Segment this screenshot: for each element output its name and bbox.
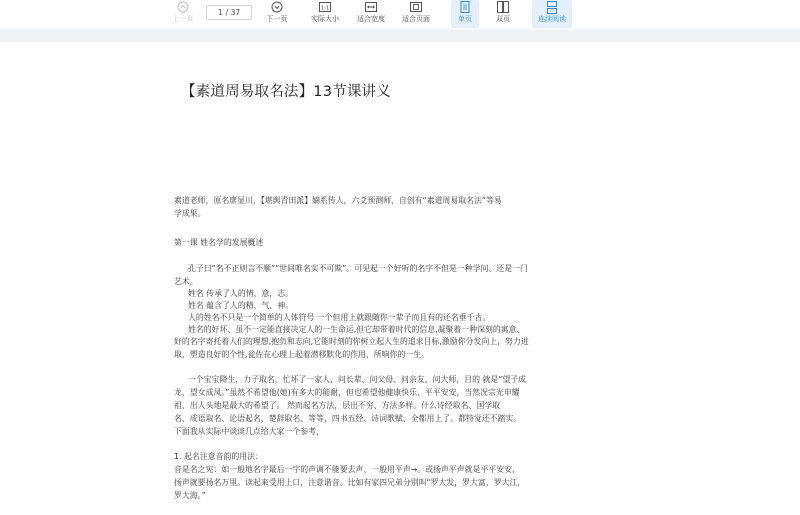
svg-text:1:1: 1:1: [320, 5, 330, 12]
body-line: 名、成语取名、论语起名，楚辞取名、等等，四书五经、诗词歌赋、全都用上了。都特觉还不踏实。: [174, 414, 522, 423]
fit-page-label: 适合页面: [402, 15, 430, 23]
fit-page-icon: [410, 0, 422, 14]
prev-page-label: 上一页: [172, 15, 194, 23]
page-current[interactable]: 1: [217, 8, 223, 17]
arrow-up-icon: [177, 0, 189, 14]
viewer-toolbar: [0, 0, 800, 28]
single-page-label: 单页: [458, 15, 472, 23]
body-line: 好的名字寄托着人们的理想,抱负和志向,它能时刻的你树立起人生的追求目标,激励你分发向上，努力进: [174, 337, 529, 346]
body-line: 姓名 蕴含了人的精，气，神。: [188, 301, 294, 310]
continuous-reading-label: 连续阅读: [538, 15, 566, 23]
subsection-heading: 1. 起名注意音韵的用法：: [174, 452, 263, 461]
fit-page-button[interactable]: [399, 0, 433, 28]
document-title: 【素道周易取名法】13节课讲义: [181, 84, 391, 100]
actual-size-label: 实际大小: [311, 15, 339, 23]
single-page-icon: [460, 0, 470, 14]
continuous-reading-button[interactable]: [532, 0, 572, 28]
body-line: 祖、出人头地是最大的希望了。 然而起名方法，层出不穷、方法多样。什么诗经取名、国学取: [174, 401, 501, 410]
body-line: 孔子曰“名不正则言不顺”“世间唯名实不可欺”。可见起一个好听的名字不但是一种学问、还是一门: [188, 264, 528, 273]
body-line: 艺术。: [174, 277, 198, 286]
body-line: 罗大海。”: [174, 491, 206, 500]
body-line: 音是名之宪：如一般地名字最后一字的声调不能要去声、一般用平声→。或扬声平声就是平平安安，: [174, 465, 520, 474]
body-line: 人的姓名不只是一个简单的人体符号 一个但用上就跟随你一辈子而且有的还名垂千古。: [188, 313, 491, 322]
actual-size-button[interactable]: [308, 0, 342, 28]
continuous-reading-icon: [547, 0, 557, 14]
body-line: 扬声就要扬名万里。读起来受用上口，注意谐音。比如有家四兄弟分别叫“罗大发，罗大富，罗大江，: [174, 478, 526, 487]
double-page-button[interactable]: [489, 0, 517, 28]
arrow-down-icon: [271, 0, 283, 14]
prev-page-button[interactable]: [168, 0, 198, 28]
actual-size-icon: [319, 0, 331, 14]
next-page-button[interactable]: [262, 0, 292, 28]
next-page-label: 下一页: [266, 15, 288, 23]
body-line: 龙，望女成凤。”虽然不希望他(她)有多大的能耐，但也希望他健康快乐、平平安安，当然况宗光申耀: [174, 388, 520, 397]
body-line: 取，塑造良好的个性,瓮佐在心理上起着潜移默化的作用，所响你的一生。: [174, 350, 430, 359]
fit-width-label: 适合宽度: [357, 15, 385, 23]
double-page-label: 双页: [496, 15, 510, 23]
body-line: 素道老师，原名廖显川，【堪舆青田派】嫡系传人，六爻预测师，自创有“素道周易取名法”等易: [174, 196, 502, 205]
fit-width-button[interactable]: [354, 0, 388, 28]
single-page-button[interactable]: [451, 0, 479, 28]
page-number-field[interactable]: [206, 5, 252, 20]
page-gap-band: [0, 30, 800, 42]
body-line: 下面我从实际中谈谈几点给大家一个参考，: [174, 427, 324, 436]
document-page: [0, 42, 800, 515]
section-heading: 第一课 姓名学的发展概述: [174, 238, 264, 247]
body-line: 姓名 传承了人的情，意，志。: [188, 289, 294, 298]
double-page-icon: [497, 0, 509, 14]
body-line: 姓名的好坏、虽不一定能直接决定人的一生命运,但它却带着时代的信息,凝聚着一种深刻的寓意、: [188, 325, 525, 334]
body-line: 学成果。: [174, 209, 206, 218]
fit-width-icon: [365, 0, 377, 14]
body-line: 一个宝宝降生，力子取名，忙坏了一家人，问长辈、问父母、问亲友，问大师，目的 就是“望子成: [188, 375, 527, 384]
page-total: / 37: [225, 8, 241, 17]
